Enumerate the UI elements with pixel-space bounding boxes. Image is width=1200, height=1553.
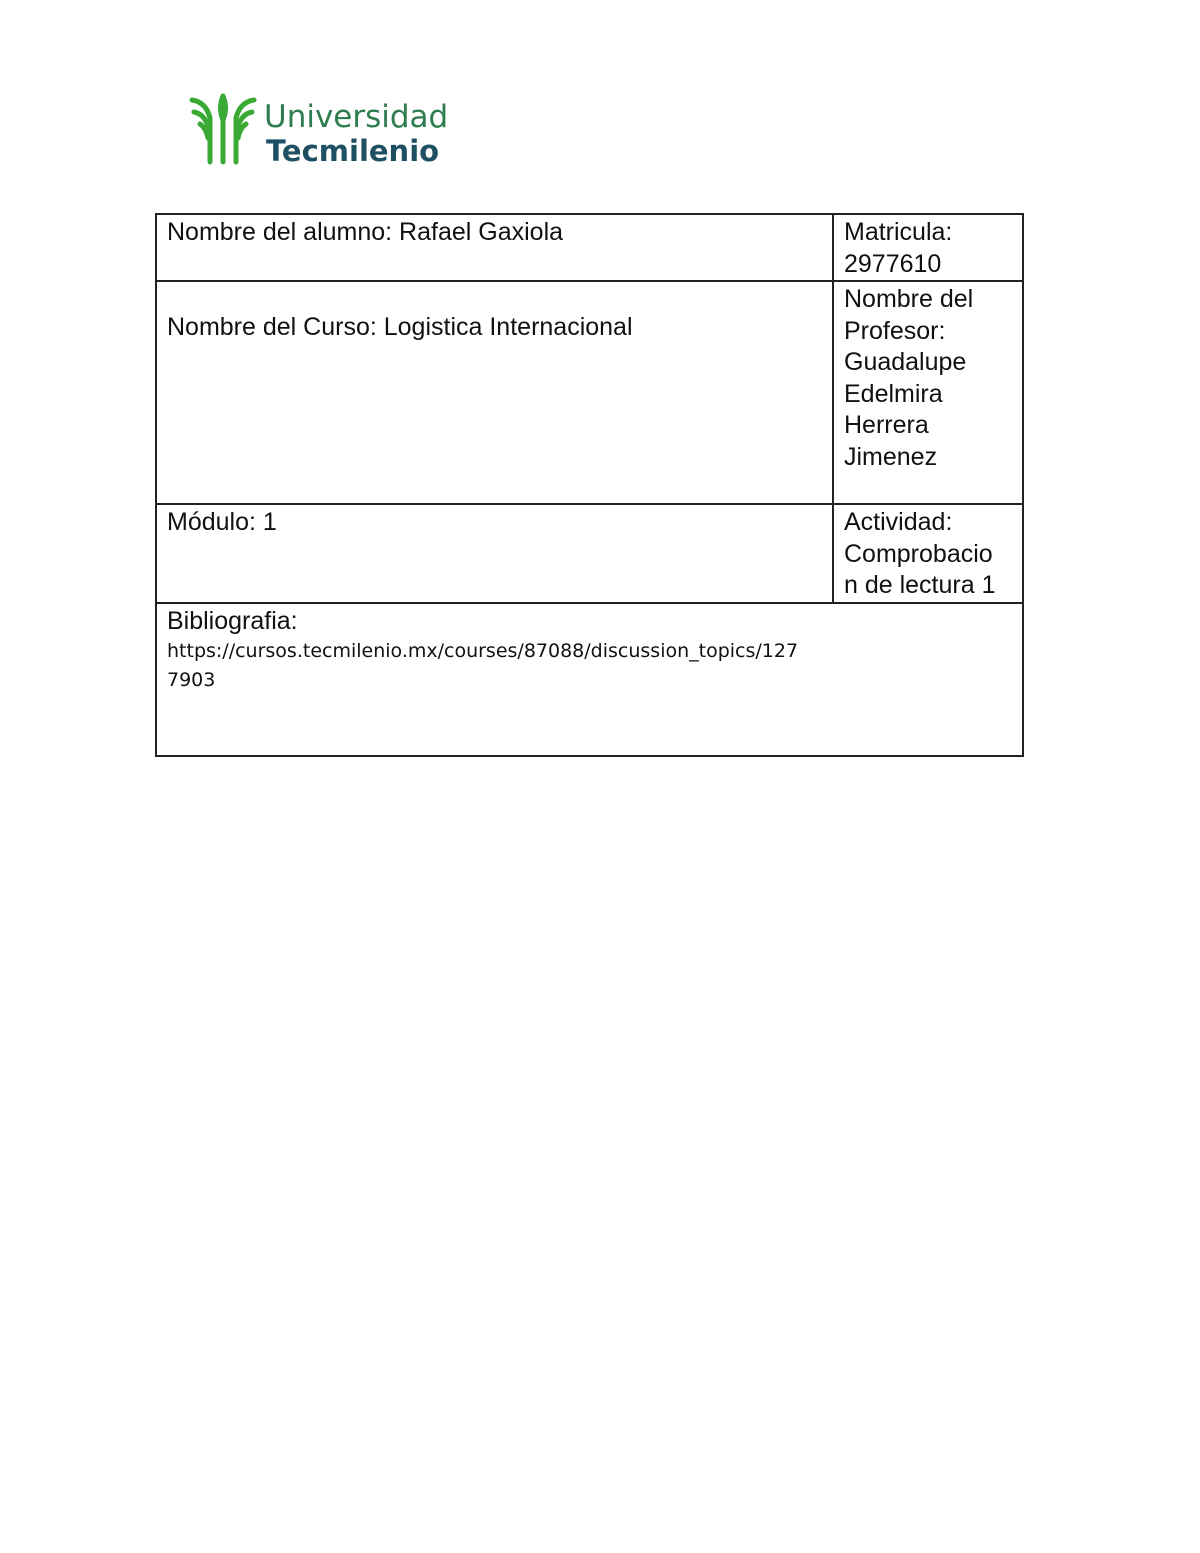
professor-line: Guadalupe <box>844 348 967 376</box>
course-name-cell <box>156 281 833 504</box>
professor-line: Edelmira <box>844 379 943 408</box>
tecmilenio-logo-icon <box>188 92 448 166</box>
professor-line: Profesor: <box>844 316 946 345</box>
professor-line: Jimenez <box>844 442 938 471</box>
matricula-label: Matricula: <box>844 218 953 246</box>
bibliography-url-line2[interactable]: 7903 <box>167 668 216 691</box>
logo-line2: Tecmilenio <box>266 134 440 166</box>
student-name: Nombre del alumno: Rafael Gaxiola <box>167 218 564 246</box>
matricula-value: 2977610 <box>844 249 942 278</box>
cover-info-table <box>155 213 1024 757</box>
table-row <box>156 603 1023 756</box>
course-name: Nombre del Curso: Logistica Internacional <box>167 313 633 341</box>
table-row <box>156 214 1023 281</box>
activity-line: Actividad: <box>844 508 953 536</box>
table-row <box>156 281 1023 504</box>
table-row <box>156 504 1023 603</box>
activity-cell <box>833 504 1023 603</box>
logo-line1: Universidad <box>264 99 448 135</box>
professor-line: Herrera <box>844 411 929 439</box>
activity-line: Comprobacio <box>844 539 993 568</box>
module-cell <box>156 504 833 603</box>
bibliography-cell <box>156 603 1023 756</box>
student-name-cell <box>156 214 833 281</box>
activity-line: n de lectura 1 <box>844 571 996 599</box>
professor-cell <box>833 281 1023 504</box>
university-logo <box>188 92 448 166</box>
bibliography-url-line1[interactable]: https://cursos.tecmilenio.mx/courses/87088/discussion_topics/127 <box>167 639 799 662</box>
matricula-cell <box>833 214 1023 281</box>
professor-line: Nombre del <box>844 285 974 313</box>
module-number: Módulo: 1 <box>167 508 277 536</box>
bibliography-label: Bibliografia: <box>167 606 298 635</box>
